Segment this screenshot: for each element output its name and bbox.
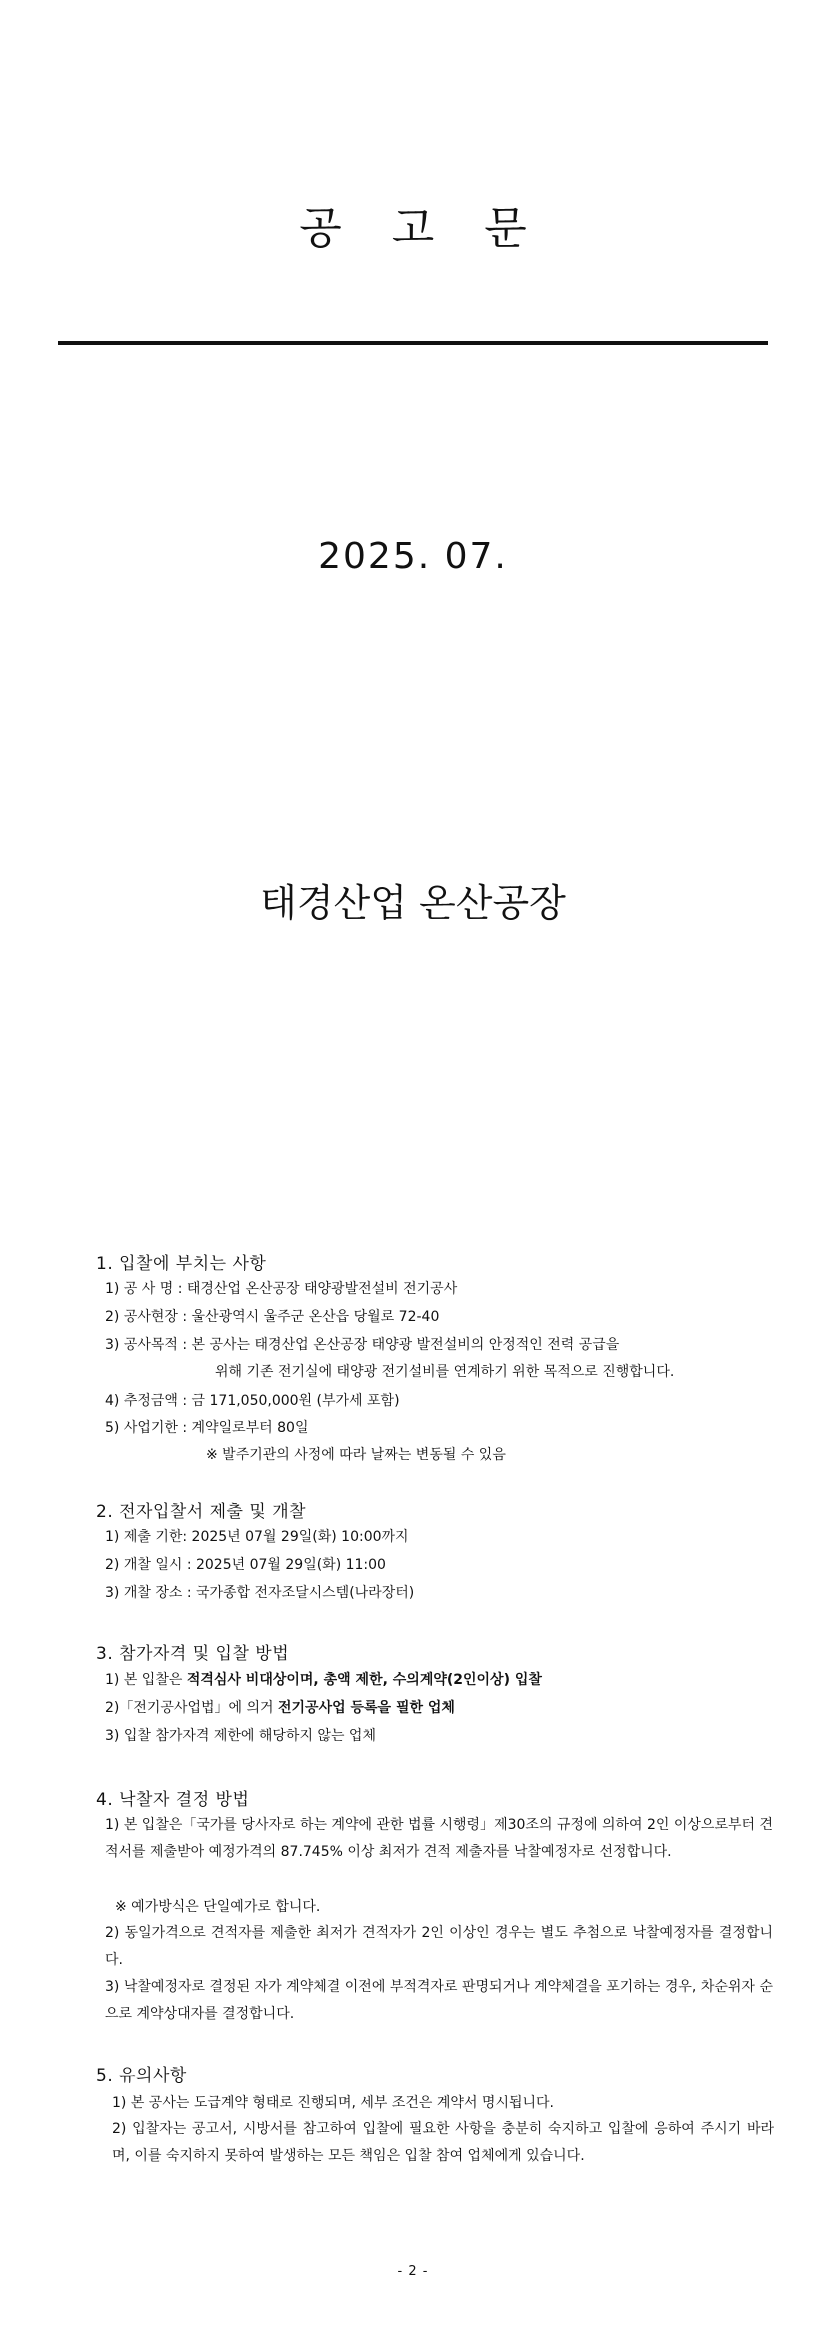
s4-note: ※ 예가방식은 단일예가로 합니다.: [115, 1899, 321, 1915]
s2-item-2: 2) 개찰 일시 : 2025년 07월 29일(화) 11:00: [105, 1557, 386, 1573]
s5-paragraph-1: 1) 본 공사는 도급계약 형태로 진행되며, 세부 조건은 계약서 명시됩니다.: [112, 2095, 554, 2111]
s1-item-5: 5) 사업기한 : 계약일로부터 80일: [105, 1420, 309, 1436]
s3-item-2-emphasis: 전기공사업 등록을 필한 업체: [278, 1700, 455, 1716]
s3-item-1-emphasis: 적격심사 비대상이며, 총액 제한, 수의계약(2인이상) 입찰: [186, 1672, 542, 1688]
s3-item-2: 2)「전기공사업법」에 의거 전기공사업 등록을 필한 업체: [105, 1700, 455, 1716]
section-2-heading: 2. 전자입찰서 제출 및 개찰: [96, 1502, 307, 1522]
s4-paragraph-3: 3) 낙찰예정자로 결정된 자가 계약체결 이전에 부적격자로 판명되거나 계약체결을 포기하는 경우, 차순위자 순으로 계약상대자를 결정합니다.: [105, 1979, 773, 2022]
section-3-heading: 3. 참가자격 및 입찰 방법: [96, 1644, 290, 1664]
s3-item-1: 1) 본 입찰은 적격심사 비대상이며, 총액 제한, 수의계약(2인이상) 입찰: [105, 1672, 542, 1688]
s1-item-3a: 3) 공사목적 : 본 공사는 태경산업 온산공장 태양광 발전설비의 안정적인 전력 공급을: [105, 1337, 620, 1353]
s1-item-3b: 위해 기존 전기실에 태양광 전기설비를 연계하기 위한 목적으로 진행합니다.: [215, 1364, 675, 1380]
s4-paragraph-2: 2) 동일가격으로 견적자를 제출한 최저가 견적자가 2인 이상인 경우는 별도 추첨으로 낙찰예정자를 결정합니다.: [105, 1925, 773, 1968]
section-4-heading: 4. 낙찰자 결정 방법: [96, 1790, 250, 1810]
section-5-heading: 5. 유의사항: [96, 2066, 187, 2086]
company-name: 태경산업 온산공장: [260, 881, 566, 925]
s2-item-1: 1) 제출 기한: 2025년 07월 29일(화) 10:00까지: [105, 1529, 409, 1545]
document-title: 공 고 문: [299, 203, 545, 254]
s2-item-3: 3) 개찰 장소 : 국가종합 전자조달시스템(나라장터): [105, 1585, 415, 1601]
s3-item-3: 3) 입찰 참가자격 제한에 해당하지 않는 업체: [105, 1728, 376, 1744]
section-1-heading: 1. 입찰에 부치는 사항: [96, 1254, 267, 1274]
s1-item-1: 1) 공 사 명 : 태경산업 온산공장 태양광발전설비 전기공사: [105, 1281, 458, 1297]
s1-note: ※ 발주기관의 사정에 따라 날짜는 변동될 수 있음: [206, 1447, 506, 1463]
s5-paragraph-2: 2) 입찰자는 공고서, 시방서를 참고하여 입찰에 필요한 사항을 충분히 숙지하고 입찰에 응하여 주시기 바라며, 이를 숙지하지 못하여 발생하는 모든 책임은 입찰 참여 업체에게 있습니다.: [112, 2121, 774, 2164]
page-number: - 2 -: [397, 2264, 429, 2279]
s1-item-4: 4) 추정금액 : 금 171,050,000원 (부가세 포함): [105, 1393, 400, 1409]
title-divider: [58, 341, 768, 345]
s4-paragraph-1: 1) 본 입찰은「국가를 당사자로 하는 계약에 관한 법률 시행령」제30조의 규정에 의하여 2인 이상으로부터 견적서를 제출받아 예정가격의 87.745% 이상 최저가 견적 제출자를 낙찰예정자로 선정합니다.: [105, 1817, 773, 1860]
s1-item-2: 2) 공사현장 : 울산광역시 울주군 온산읍 당월로 72-40: [105, 1309, 440, 1325]
document-date: 2025. 07.: [318, 536, 508, 577]
